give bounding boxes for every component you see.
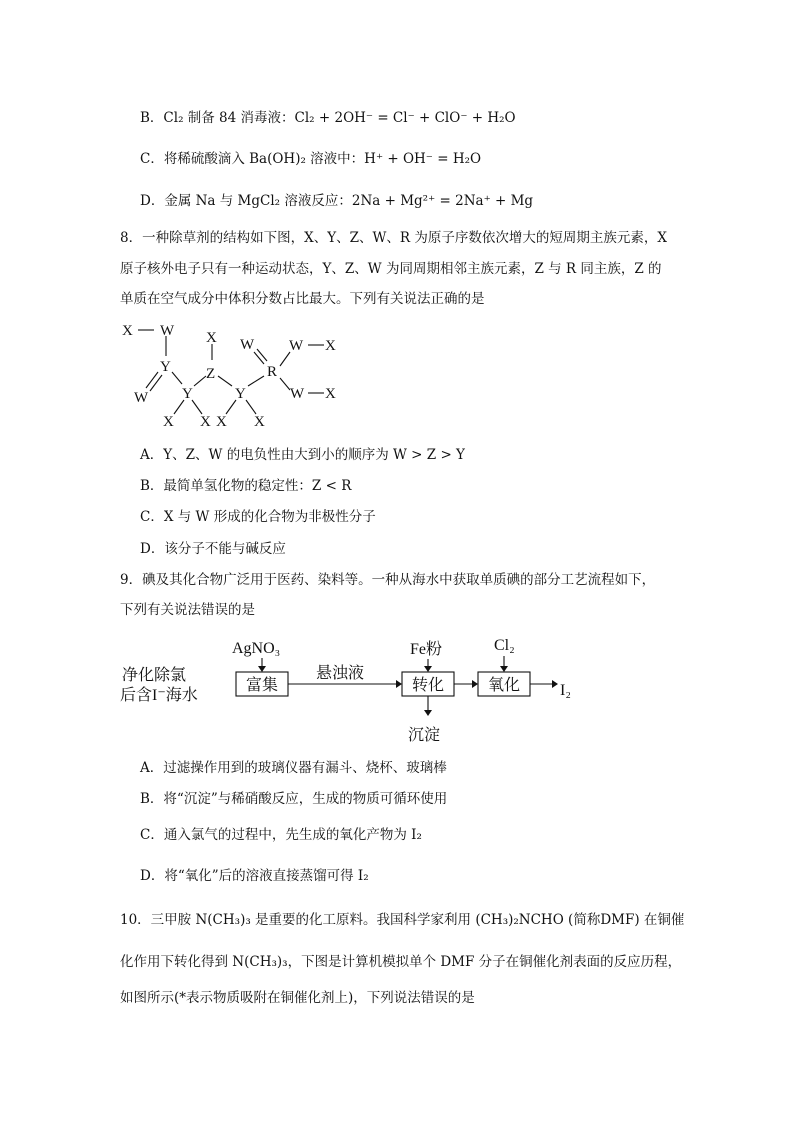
q10-stem-line-2: 化作用下转化得到 N(CH₃)₃，下图是计算机模拟单个 DMF 分子在铜催化剂表面的反应历程， [120,954,682,970]
q8-stem-line-2: 原子核外电子只有一种运动状态，Y、Z、W 为同周期相邻主族元素，Z 与 R 同主族，Z 的 [120,261,662,277]
atom-x: X [206,330,217,346]
option-q8-a: A．Y、Z、W 的电负性由大到小的顺序为 W > Z > Y [140,447,465,463]
option-q9-a: A．过滤操作用到的玻璃仪器有漏斗、烧杯、玻璃棒 [140,760,447,776]
flow-cl2-label: Cl₂ [494,637,515,654]
q10-stem-line-3: 如图所示(*表示物质吸附在铜催化剂上)，下列说法错误的是 [120,990,475,1006]
atom-x: X [325,338,336,354]
option-q7-b: B．Cl₂ 制备 84 消毒液：Cl₂ + 2OH⁻ = Cl⁻ + ClO⁻ + H₂O [140,110,516,126]
atom-x: X [122,323,133,339]
flow-input-line1: 净化除氯 [122,667,187,684]
atom-y: Y [182,386,193,402]
q8-stem-line-1: 8．一种除草剂的结构如下图，X、Y、Z、W、R 为原子序数依次增大的短周期主族元素，X [120,230,667,246]
flow-agno3-label: AgNO₃ [232,640,281,657]
atom-x: X [163,414,174,430]
option-q9-c: C．通入氯气的过程中，先生成的氧化产物为 I₂ [140,827,422,843]
flow-fe-label: Fe粉 [410,641,443,658]
atom-w: W [160,323,175,339]
q9-stem-line-2: 下列有关说法错误的是 [120,602,255,618]
atom-x: X [200,414,211,430]
flow-suspension-label: 悬浊液 [316,665,365,682]
atom-x: X [216,414,227,430]
atom-x: X [254,414,265,430]
atom-r: R [267,364,278,380]
option-q7-c: C．将稀硫酸滴入 Ba(OH)₂ 溶液中：H⁺ + OH⁻ = H₂O [140,151,482,167]
option-q9-d: D．将“氧化”后的溶液直接蒸馏可得 I₂ [140,868,369,884]
flow-input-line2: 后含I⁻海水 [120,687,198,704]
atom-y: Y [235,386,246,402]
atom-y: Y [160,359,171,375]
flow-precipitate-label: 沉淀 [408,727,441,744]
flow-box-enrich-label: 富集 [246,677,279,694]
flow-product-label: I₂ [560,682,571,699]
q9-flow-diagram [118,630,588,748]
atom-x: X [325,386,336,402]
option-q8-b: B．最简单氢化物的稳定性：Z < R [140,478,352,494]
atom-w: W [240,337,255,353]
q8-structure-diagram [118,316,358,434]
option-q8-c: C．X 与 W 形成的化合物为非极性分子 [140,509,376,525]
q8-stem-line-3: 单质在空气成分中体积分数占比最大。下列有关说法正确的是 [120,291,485,307]
q10-stem-line-1: 10．三甲胺 N(CH₃)₃ 是重要的化工原料。我国科学家利用 (CH₃)₂NCHO (简称DMF) 在铜催 [120,912,685,928]
q9-stem-line-1: 9．碘及其化合物广泛用于医药、染料等。一种从海水中获取单质碘的部分工艺流程如下， [120,572,656,588]
atom-w: W [289,338,304,354]
atom-z: Z [206,366,216,382]
option-q9-b: B．将“沉淀”与稀硝酸反应，生成的物质可循环使用 [140,791,448,807]
option-q7-d: D．金属 Na 与 MgCl₂ 溶液反应：2Na + Mg²⁺ = 2Na⁺ + Mg [140,193,534,209]
atom-w: W [290,386,305,402]
option-q8-d: D．该分子不能与碱反应 [140,541,286,557]
atom-w: W [134,390,149,406]
flow-box-convert-label: 转化 [412,677,445,694]
flow-box-oxidize-label: 氧化 [488,677,521,694]
